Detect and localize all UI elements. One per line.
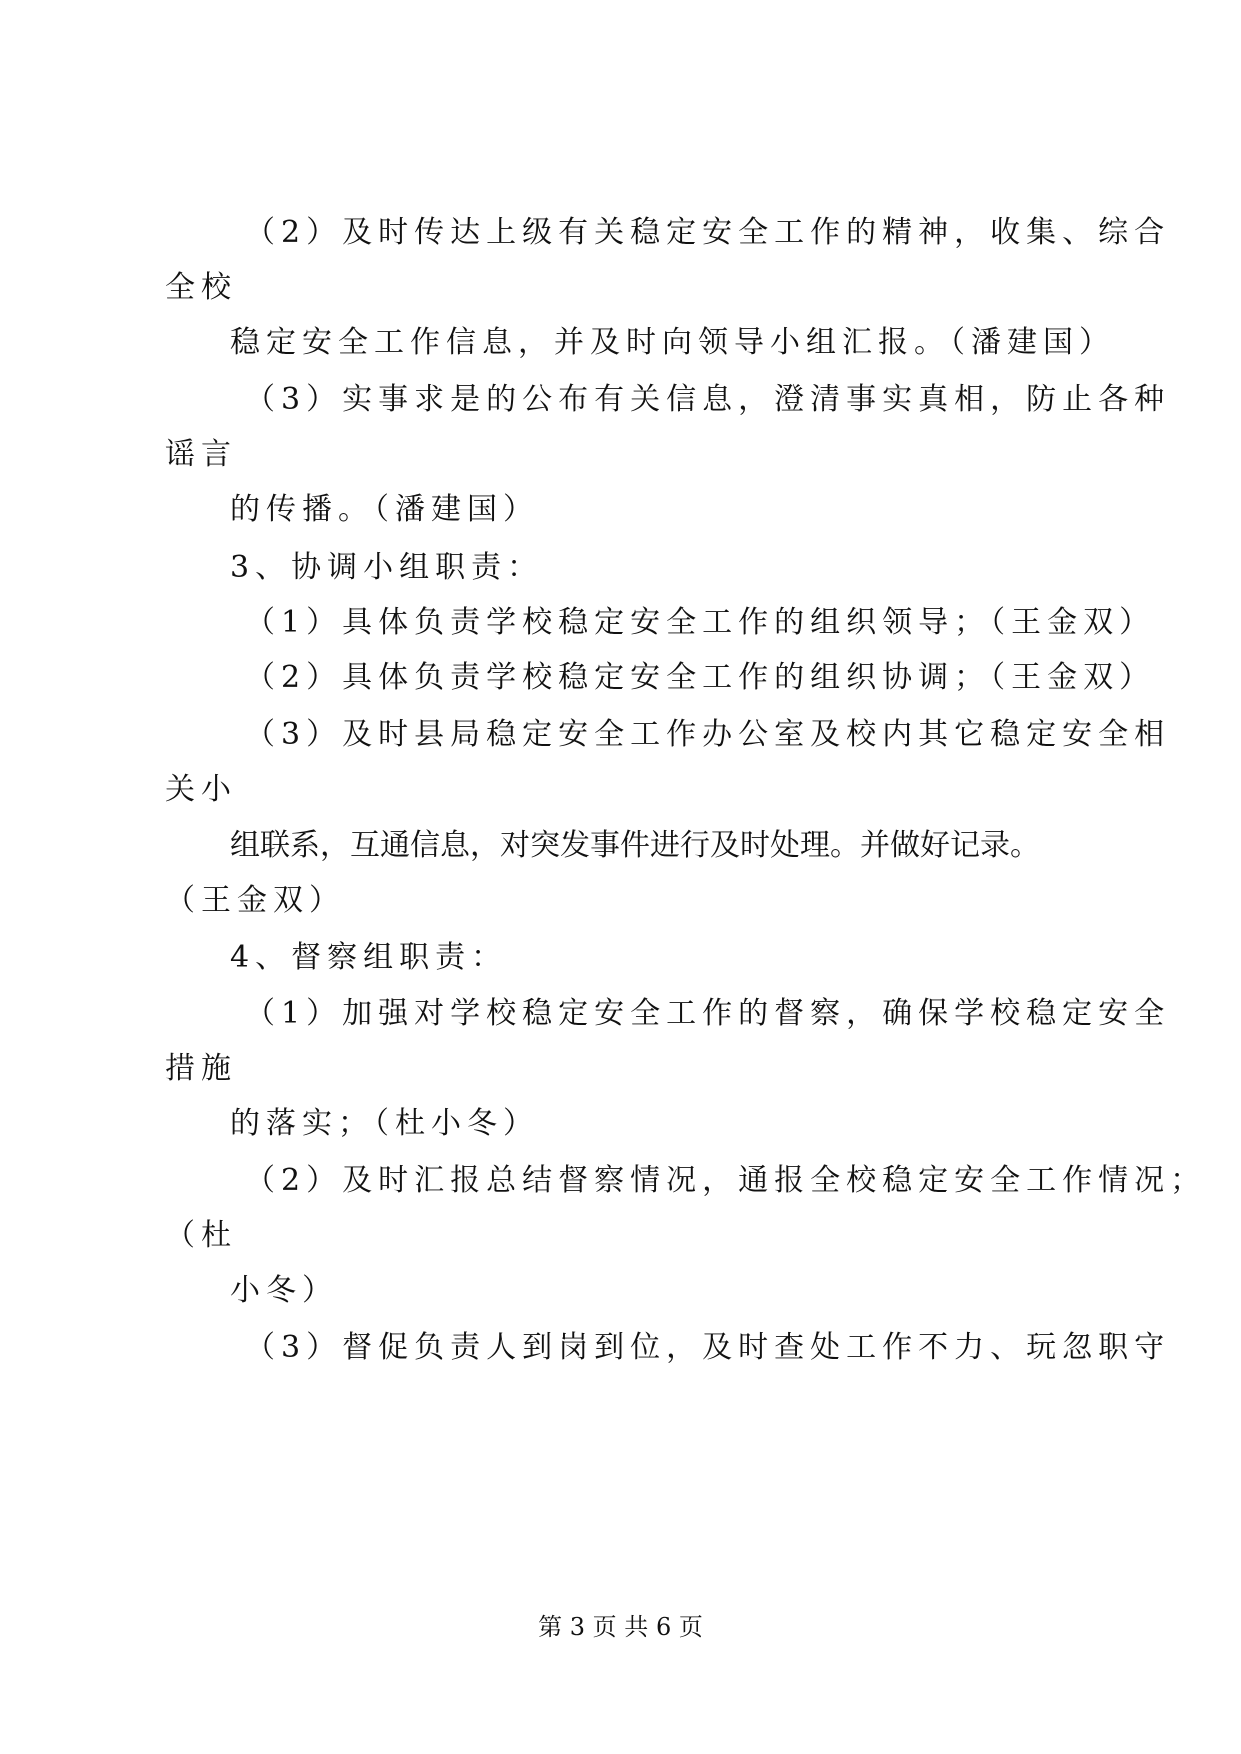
text-line-6: （1）具体负责学校稳定安全工作的组织领导；（王金双） <box>245 605 1156 640</box>
text-line-4: 的传播。（潘建国） <box>230 492 539 527</box>
section-heading-3: 3、协调小组职责： <box>230 550 544 585</box>
text-line-13b: （杜 <box>165 1218 237 1253</box>
text-line-11b: 措施 <box>165 1051 237 1086</box>
text-line-1b: 全校 <box>165 270 237 305</box>
text-line-8b: 关小 <box>165 772 237 807</box>
text-line-7: （2）具体负责学校稳定安全工作的组织协调；（王金双） <box>245 660 1156 695</box>
text-line-8a: （3）及时县局稳定安全工作办公室及校内其它稳定安全相 <box>245 717 1171 752</box>
text-line-9a: 组联系，互通信息，对突发事件进行及时处理。并做好记录。 <box>230 828 1040 863</box>
text-line-12: 的落实；（杜小冬） <box>230 1106 539 1141</box>
text-line-9b: （王金双） <box>165 883 345 918</box>
text-line-14: 小冬） <box>230 1273 338 1308</box>
page-footer: 第 3 页 共 6 页 <box>538 1613 703 1641</box>
section-heading-4: 4、督察组职责： <box>230 940 508 975</box>
text-line-3b: 谣言 <box>165 437 237 472</box>
text-line-1a: （2）及时传达上级有关稳定安全工作的精神，收集、综合 <box>245 215 1171 250</box>
text-line-2: 稳定安全工作信息，并及时向领导小组汇报。（潘建国） <box>230 325 1115 360</box>
text-line-11a: （1）加强对学校稳定安全工作的督察，确保学校稳定安全 <box>245 996 1171 1031</box>
text-line-3a: （3）实事求是的公布有关信息，澄清事实真相，防止各种 <box>245 382 1171 417</box>
text-line-13a: （2）及时汇报总结督察情况，通报全校稳定安全工作情况； <box>245 1163 1207 1198</box>
text-line-15: （3）督促负责人到岗到位，及时查处工作不力、玩忽职守 <box>245 1330 1171 1365</box>
